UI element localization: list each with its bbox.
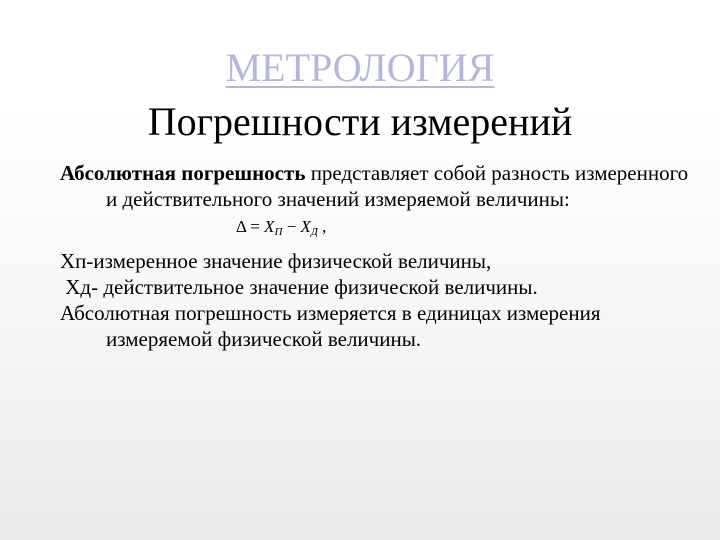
slide-title: Погрешности измерений: [147, 99, 573, 144]
formula-equals: =: [246, 217, 265, 236]
formula-expression: [236, 216, 326, 243]
term-absolute-error: Абсолютная погрешность: [60, 161, 306, 185]
formula-delta: Δ: [236, 217, 246, 236]
formula-sub-actual: Д: [310, 226, 318, 238]
formula: [60, 214, 700, 244]
title-link-metrology[interactable]: МЕТРОЛОГИЯ: [225, 45, 495, 90]
formula-x-actual: X: [300, 217, 311, 236]
formula-sub-measured: П: [274, 226, 283, 238]
definition-text: представляет собой разность измеренного и действительного значений измеряемой величины:: [106, 161, 689, 211]
slide-body: [60, 160, 700, 352]
formula-tail: ,: [317, 217, 327, 236]
actual-value-line: Хд- действительное значение физической величины.: [60, 275, 538, 299]
formula-x-measured: X: [264, 217, 275, 236]
measured-value-line: Хп-измеренное значение физической величины,: [60, 249, 492, 273]
definition-paragraph: [60, 160, 700, 212]
formula-minus: −: [282, 217, 301, 236]
units-paragraph: Абсолютная погрешность измеряется в единицах измерения измеряемой физической величины.: [60, 301, 601, 351]
